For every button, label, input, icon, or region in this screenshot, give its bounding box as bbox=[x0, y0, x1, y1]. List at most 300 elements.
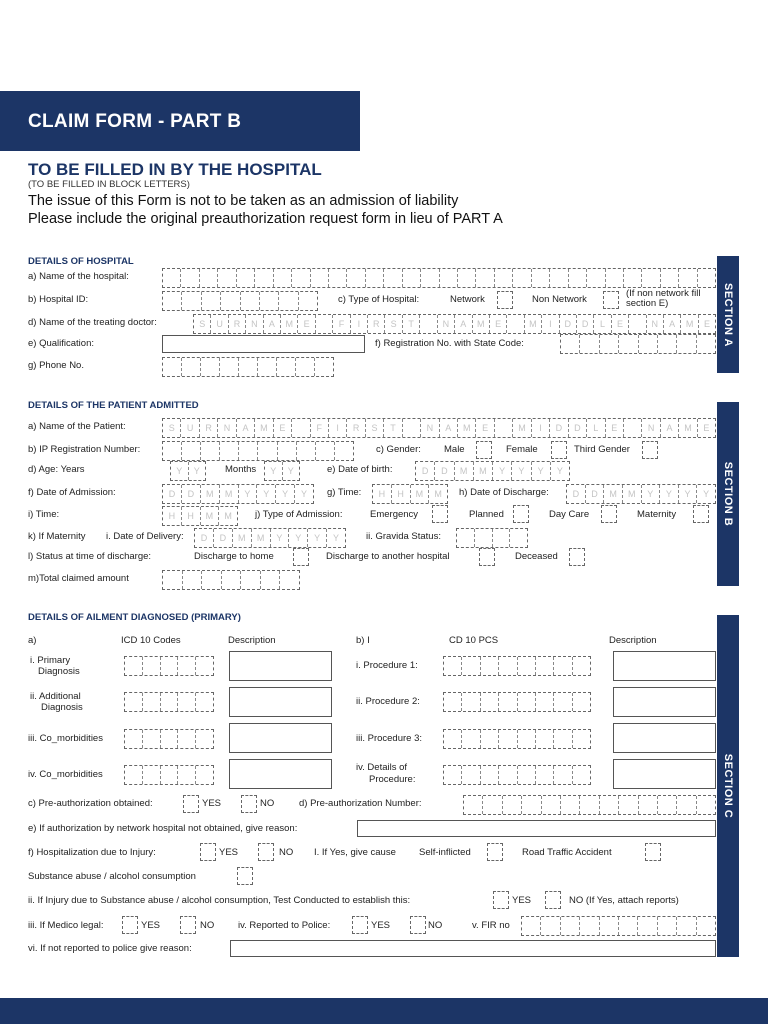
char-box[interactable]: Y bbox=[703, 489, 710, 499]
char-box[interactable] bbox=[196, 693, 213, 711]
registration-field[interactable] bbox=[560, 334, 716, 354]
medico-no-checkbox[interactable] bbox=[180, 916, 196, 934]
char-box[interactable]: Y bbox=[532, 462, 551, 480]
char-box[interactable] bbox=[481, 693, 499, 711]
char-box[interactable]: H bbox=[373, 485, 392, 503]
char-box[interactable] bbox=[677, 917, 696, 935]
char-box[interactable] bbox=[384, 269, 402, 287]
char-box[interactable] bbox=[163, 358, 182, 376]
char-box[interactable] bbox=[143, 766, 161, 784]
char-box[interactable] bbox=[278, 442, 297, 460]
char-box[interactable] bbox=[241, 571, 261, 589]
char-box[interactable] bbox=[476, 269, 494, 287]
char-box[interactable] bbox=[542, 796, 561, 814]
hospital-id-field[interactable] bbox=[162, 291, 318, 311]
char-box[interactable]: M bbox=[458, 419, 476, 437]
planned-checkbox[interactable] bbox=[513, 505, 529, 523]
char-box[interactable] bbox=[163, 442, 182, 460]
char-box[interactable] bbox=[220, 358, 239, 376]
char-box[interactable] bbox=[698, 269, 715, 287]
char-box[interactable]: A bbox=[661, 419, 679, 437]
auth-reason-input[interactable] bbox=[357, 820, 716, 837]
char-box[interactable] bbox=[260, 292, 279, 310]
char-box[interactable] bbox=[163, 292, 182, 310]
char-box[interactable] bbox=[329, 269, 347, 287]
char-box[interactable]: D bbox=[182, 485, 201, 503]
pcs-procedure-1-field[interactable] bbox=[443, 656, 591, 676]
ip-registration-field[interactable] bbox=[162, 441, 354, 461]
not-reported-reason-input[interactable] bbox=[230, 940, 716, 957]
char-box[interactable] bbox=[677, 335, 696, 353]
char-box[interactable] bbox=[311, 269, 329, 287]
char-box[interactable] bbox=[475, 529, 493, 547]
char-box[interactable] bbox=[161, 693, 179, 711]
char-box[interactable] bbox=[624, 269, 642, 287]
char-box[interactable] bbox=[196, 766, 213, 784]
female-checkbox[interactable] bbox=[551, 441, 567, 459]
char-box[interactable]: M bbox=[411, 485, 430, 503]
icd-comorbidities-iii-field[interactable] bbox=[124, 729, 214, 749]
char-box[interactable] bbox=[277, 358, 296, 376]
police-no-checkbox[interactable] bbox=[410, 916, 426, 934]
char-box[interactable] bbox=[258, 358, 277, 376]
char-box[interactable] bbox=[532, 269, 550, 287]
injury-no-checkbox[interactable] bbox=[258, 843, 274, 861]
char-box[interactable]: M bbox=[679, 419, 697, 437]
char-box[interactable]: M bbox=[513, 419, 531, 437]
char-box[interactable]: D bbox=[577, 315, 594, 333]
char-box[interactable]: R bbox=[200, 419, 218, 437]
char-box[interactable]: N bbox=[421, 419, 439, 437]
char-box[interactable] bbox=[420, 315, 437, 333]
char-box[interactable] bbox=[629, 315, 646, 333]
char-box[interactable] bbox=[573, 693, 590, 711]
char-box[interactable] bbox=[642, 269, 660, 287]
char-box[interactable] bbox=[457, 529, 475, 547]
preauth-yes-checkbox[interactable] bbox=[183, 795, 199, 813]
char-box[interactable] bbox=[444, 766, 462, 784]
patient-name-field[interactable] bbox=[162, 418, 716, 438]
medico-yes-checkbox[interactable] bbox=[122, 916, 138, 934]
char-box[interactable]: I bbox=[532, 419, 550, 437]
fir-number-field[interactable] bbox=[521, 916, 716, 936]
char-box[interactable]: D bbox=[550, 419, 568, 437]
char-box[interactable] bbox=[255, 269, 273, 287]
char-box[interactable] bbox=[541, 917, 560, 935]
char-box[interactable] bbox=[679, 269, 697, 287]
char-box[interactable]: M bbox=[623, 485, 642, 503]
non-network-checkbox[interactable] bbox=[603, 291, 619, 309]
char-box[interactable] bbox=[619, 917, 638, 935]
char-box[interactable] bbox=[182, 358, 201, 376]
char-box[interactable] bbox=[316, 442, 335, 460]
char-box[interactable]: D bbox=[567, 485, 586, 503]
char-box[interactable]: Y bbox=[512, 462, 531, 480]
char-box[interactable] bbox=[125, 730, 143, 748]
char-box[interactable]: Y bbox=[265, 462, 283, 480]
char-box[interactable] bbox=[183, 571, 203, 589]
char-box[interactable] bbox=[580, 917, 599, 935]
char-box[interactable]: Y bbox=[660, 485, 679, 503]
discharge-home-checkbox[interactable] bbox=[293, 548, 309, 566]
char-box[interactable]: M bbox=[525, 315, 542, 333]
preauth-number-field[interactable] bbox=[463, 795, 716, 815]
char-box[interactable] bbox=[481, 730, 499, 748]
char-box[interactable] bbox=[182, 292, 201, 310]
char-box[interactable] bbox=[462, 766, 480, 784]
pcs-procedure-3-field[interactable] bbox=[443, 729, 591, 749]
discharge-other-checkbox[interactable] bbox=[479, 548, 495, 566]
char-box[interactable] bbox=[279, 292, 298, 310]
char-box[interactable] bbox=[561, 917, 580, 935]
gravida-field[interactable] bbox=[456, 528, 528, 548]
char-box[interactable] bbox=[536, 766, 554, 784]
char-box[interactable] bbox=[639, 796, 658, 814]
char-box[interactable] bbox=[200, 269, 218, 287]
char-box[interactable] bbox=[536, 730, 554, 748]
char-box[interactable]: D bbox=[416, 462, 435, 480]
test-no-checkbox[interactable] bbox=[545, 891, 561, 909]
char-box[interactable] bbox=[421, 269, 439, 287]
char-box[interactable] bbox=[221, 292, 240, 310]
primary-description-input[interactable] bbox=[229, 651, 332, 681]
char-box[interactable] bbox=[181, 269, 199, 287]
char-box[interactable]: M bbox=[681, 315, 698, 333]
char-box[interactable]: N bbox=[438, 315, 455, 333]
qualification-input[interactable] bbox=[162, 335, 365, 353]
char-box[interactable] bbox=[220, 442, 239, 460]
total-claimed-field[interactable] bbox=[162, 570, 300, 590]
char-box[interactable]: A bbox=[264, 315, 281, 333]
char-box[interactable] bbox=[697, 917, 715, 935]
char-box[interactable]: T bbox=[384, 419, 402, 437]
char-box[interactable] bbox=[606, 269, 624, 287]
char-box[interactable]: E bbox=[476, 419, 494, 437]
char-box[interactable] bbox=[143, 730, 161, 748]
char-box[interactable] bbox=[462, 730, 480, 748]
char-box[interactable]: Y bbox=[239, 485, 258, 503]
char-box[interactable]: Y bbox=[289, 529, 308, 547]
char-box[interactable] bbox=[444, 693, 462, 711]
char-box[interactable] bbox=[292, 419, 310, 437]
day-care-checkbox[interactable] bbox=[601, 505, 617, 523]
char-box[interactable] bbox=[366, 269, 384, 287]
char-box[interactable]: Y bbox=[308, 529, 327, 547]
char-box[interactable]: S bbox=[366, 419, 384, 437]
char-box[interactable]: E bbox=[274, 419, 292, 437]
admission-time-field[interactable] bbox=[372, 484, 448, 504]
char-box[interactable] bbox=[196, 657, 213, 675]
char-box[interactable] bbox=[202, 292, 221, 310]
substance-checkbox[interactable] bbox=[237, 867, 253, 885]
char-box[interactable]: D bbox=[560, 315, 577, 333]
char-box[interactable]: F bbox=[311, 419, 329, 437]
char-box[interactable] bbox=[297, 442, 316, 460]
char-box[interactable] bbox=[554, 657, 572, 675]
char-box[interactable]: S bbox=[194, 315, 211, 333]
char-box[interactable]: M bbox=[474, 462, 493, 480]
char-box[interactable] bbox=[143, 693, 161, 711]
police-yes-checkbox[interactable] bbox=[352, 916, 368, 934]
char-box[interactable] bbox=[561, 796, 580, 814]
admission-date-field[interactable] bbox=[162, 484, 314, 504]
char-box[interactable]: N bbox=[218, 419, 236, 437]
char-box[interactable] bbox=[201, 358, 220, 376]
char-box[interactable] bbox=[600, 917, 619, 935]
char-box[interactable] bbox=[464, 796, 483, 814]
char-box[interactable] bbox=[161, 766, 179, 784]
char-box[interactable] bbox=[518, 766, 536, 784]
char-box[interactable] bbox=[202, 571, 222, 589]
char-box[interactable] bbox=[481, 766, 499, 784]
char-box[interactable] bbox=[495, 419, 513, 437]
char-box[interactable]: F bbox=[333, 315, 350, 333]
char-box[interactable]: H bbox=[182, 507, 201, 525]
char-box[interactable] bbox=[658, 917, 677, 935]
char-box[interactable]: A bbox=[455, 315, 472, 333]
char-box[interactable] bbox=[222, 571, 242, 589]
char-box[interactable] bbox=[522, 917, 541, 935]
char-box[interactable]: Y bbox=[493, 462, 512, 480]
char-box[interactable] bbox=[587, 269, 605, 287]
male-checkbox[interactable] bbox=[476, 441, 492, 459]
char-box[interactable] bbox=[218, 269, 236, 287]
char-box[interactable] bbox=[639, 335, 658, 353]
char-box[interactable] bbox=[518, 693, 536, 711]
self-inflicted-checkbox[interactable] bbox=[487, 843, 503, 861]
char-box[interactable]: T bbox=[403, 315, 420, 333]
char-box[interactable]: E bbox=[612, 315, 629, 333]
char-box[interactable] bbox=[638, 917, 657, 935]
char-box[interactable]: Y bbox=[276, 485, 295, 503]
char-box[interactable] bbox=[161, 730, 179, 748]
char-box[interactable]: N bbox=[647, 315, 664, 333]
char-box[interactable]: Y bbox=[257, 485, 276, 503]
icd-comorbidities-iv-field[interactable] bbox=[124, 765, 214, 785]
char-box[interactable]: U bbox=[181, 419, 199, 437]
char-box[interactable]: Y bbox=[301, 489, 308, 499]
deceased-checkbox[interactable] bbox=[569, 548, 585, 566]
char-box[interactable] bbox=[462, 657, 480, 675]
char-box[interactable]: M bbox=[220, 485, 239, 503]
char-box[interactable]: M bbox=[201, 485, 220, 503]
char-box[interactable] bbox=[554, 693, 572, 711]
comorbidities-iv-description-input[interactable] bbox=[229, 759, 332, 789]
char-box[interactable]: D bbox=[214, 529, 233, 547]
char-box[interactable] bbox=[507, 315, 524, 333]
char-box[interactable]: R bbox=[368, 315, 385, 333]
char-box[interactable] bbox=[550, 269, 568, 287]
char-box[interactable] bbox=[239, 442, 258, 460]
char-box[interactable]: D bbox=[569, 419, 587, 437]
char-box[interactable] bbox=[481, 657, 499, 675]
char-box[interactable] bbox=[518, 657, 536, 675]
char-box[interactable] bbox=[440, 269, 458, 287]
age-months-field[interactable] bbox=[264, 461, 300, 481]
char-box[interactable] bbox=[316, 315, 333, 333]
char-box[interactable] bbox=[163, 571, 183, 589]
char-box[interactable] bbox=[237, 269, 255, 287]
char-box[interactable]: D bbox=[195, 529, 214, 547]
char-box[interactable]: R bbox=[347, 419, 365, 437]
char-box[interactable] bbox=[143, 657, 161, 675]
char-box[interactable] bbox=[178, 693, 196, 711]
char-box[interactable] bbox=[274, 269, 292, 287]
char-box[interactable] bbox=[499, 730, 517, 748]
third-gender-checkbox[interactable] bbox=[642, 441, 658, 459]
char-box[interactable] bbox=[499, 657, 517, 675]
char-box[interactable]: N bbox=[642, 419, 660, 437]
char-box[interactable]: S bbox=[163, 419, 181, 437]
char-box[interactable]: A bbox=[440, 419, 458, 437]
char-box[interactable]: Y bbox=[642, 485, 661, 503]
char-box[interactable] bbox=[403, 419, 421, 437]
char-box[interactable] bbox=[554, 730, 572, 748]
char-box[interactable]: M bbox=[255, 419, 273, 437]
char-box[interactable] bbox=[658, 335, 677, 353]
char-box[interactable] bbox=[483, 796, 502, 814]
char-box[interactable] bbox=[335, 442, 353, 460]
char-box[interactable] bbox=[239, 358, 258, 376]
char-box[interactable] bbox=[161, 657, 179, 675]
char-box[interactable] bbox=[163, 269, 181, 287]
char-box[interactable] bbox=[658, 796, 677, 814]
additional-description-input[interactable] bbox=[229, 687, 332, 717]
char-box[interactable]: I bbox=[351, 315, 368, 333]
char-box[interactable] bbox=[258, 442, 277, 460]
char-box[interactable] bbox=[315, 358, 333, 376]
char-box[interactable]: M bbox=[201, 507, 220, 525]
char-box[interactable] bbox=[513, 269, 531, 287]
char-box[interactable]: Y bbox=[271, 529, 290, 547]
char-box[interactable]: M bbox=[281, 315, 298, 333]
char-box[interactable] bbox=[296, 358, 315, 376]
char-box[interactable]: M bbox=[224, 511, 232, 521]
char-box[interactable]: U bbox=[211, 315, 228, 333]
char-box[interactable] bbox=[580, 796, 599, 814]
char-box[interactable] bbox=[536, 693, 554, 711]
pcs-procedure-2-field[interactable] bbox=[443, 692, 591, 712]
char-box[interactable]: M bbox=[434, 489, 442, 499]
icd-primary-field[interactable] bbox=[124, 656, 214, 676]
maternity-checkbox[interactable] bbox=[693, 505, 709, 523]
char-box[interactable]: D bbox=[586, 485, 605, 503]
doctor-name-field[interactable] bbox=[193, 314, 716, 334]
char-box[interactable] bbox=[125, 693, 143, 711]
char-box[interactable]: E bbox=[298, 315, 315, 333]
char-box[interactable]: D bbox=[163, 485, 182, 503]
procedure-1-description-input[interactable] bbox=[613, 651, 716, 681]
icd-additional-field[interactable] bbox=[124, 692, 214, 712]
char-box[interactable]: S bbox=[385, 315, 402, 333]
char-box[interactable] bbox=[510, 529, 527, 547]
phone-field[interactable] bbox=[162, 357, 334, 377]
char-box[interactable] bbox=[458, 269, 476, 287]
char-box[interactable]: L bbox=[587, 419, 605, 437]
procedure-2-description-input[interactable] bbox=[613, 687, 716, 717]
char-box[interactable]: Y bbox=[556, 466, 563, 476]
char-box[interactable] bbox=[241, 292, 260, 310]
char-box[interactable]: N bbox=[246, 315, 263, 333]
char-box[interactable]: I bbox=[329, 419, 347, 437]
char-box[interactable]: R bbox=[229, 315, 246, 333]
char-box[interactable] bbox=[182, 442, 201, 460]
char-box[interactable]: H bbox=[163, 507, 182, 525]
char-box[interactable] bbox=[444, 657, 462, 675]
preauth-no-checkbox[interactable] bbox=[241, 795, 257, 813]
char-box[interactable]: E bbox=[703, 423, 710, 433]
char-box[interactable] bbox=[573, 657, 590, 675]
char-box[interactable]: E bbox=[703, 319, 710, 329]
char-box[interactable] bbox=[462, 693, 480, 711]
char-box[interactable] bbox=[499, 766, 517, 784]
char-box[interactable] bbox=[196, 730, 213, 748]
discharge-time-field[interactable] bbox=[162, 506, 238, 526]
char-box[interactable] bbox=[536, 657, 554, 675]
pcs-procedure-details-field[interactable] bbox=[443, 765, 591, 785]
comorbidities-iii-description-input[interactable] bbox=[229, 723, 332, 753]
char-box[interactable] bbox=[600, 796, 619, 814]
char-box[interactable]: E bbox=[490, 315, 507, 333]
char-box[interactable] bbox=[573, 766, 590, 784]
char-box[interactable] bbox=[125, 657, 143, 675]
char-box[interactable] bbox=[444, 730, 462, 748]
char-box[interactable] bbox=[495, 269, 513, 287]
char-box[interactable]: Y bbox=[171, 462, 189, 480]
dob-field[interactable] bbox=[415, 461, 570, 481]
procedure-details-description-input[interactable] bbox=[613, 759, 716, 789]
char-box[interactable]: Y bbox=[679, 485, 698, 503]
char-box[interactable] bbox=[201, 442, 220, 460]
char-box[interactable] bbox=[292, 269, 310, 287]
char-box[interactable] bbox=[697, 796, 715, 814]
char-box[interactable] bbox=[347, 269, 365, 287]
char-box[interactable] bbox=[503, 796, 522, 814]
char-box[interactable] bbox=[178, 766, 196, 784]
char-box[interactable]: A bbox=[237, 419, 255, 437]
discharge-date-field[interactable] bbox=[566, 484, 716, 504]
char-box[interactable] bbox=[561, 335, 580, 353]
char-box[interactable] bbox=[280, 571, 299, 589]
char-box[interactable] bbox=[403, 269, 421, 287]
char-box[interactable]: M bbox=[604, 485, 623, 503]
char-box[interactable] bbox=[178, 730, 196, 748]
char-box[interactable] bbox=[624, 419, 642, 437]
char-box[interactable]: Y bbox=[287, 466, 294, 476]
network-checkbox[interactable] bbox=[497, 291, 513, 309]
char-box[interactable]: Y bbox=[193, 466, 200, 476]
char-box[interactable] bbox=[518, 730, 536, 748]
char-box[interactable] bbox=[554, 766, 572, 784]
age-years-field[interactable] bbox=[170, 461, 206, 481]
char-box[interactable] bbox=[261, 571, 281, 589]
char-box[interactable] bbox=[677, 796, 696, 814]
char-box[interactable] bbox=[493, 529, 511, 547]
char-box[interactable]: M bbox=[455, 462, 474, 480]
char-box[interactable]: E bbox=[606, 419, 624, 437]
char-box[interactable] bbox=[299, 292, 317, 310]
char-box[interactable] bbox=[619, 335, 638, 353]
char-box[interactable] bbox=[499, 693, 517, 711]
road-traffic-checkbox[interactable] bbox=[645, 843, 661, 861]
delivery-date-field[interactable] bbox=[194, 528, 346, 548]
char-box[interactable]: M bbox=[473, 315, 490, 333]
char-box[interactable] bbox=[569, 269, 587, 287]
char-box[interactable]: M bbox=[233, 529, 252, 547]
char-box[interactable]: D bbox=[435, 462, 454, 480]
emergency-checkbox[interactable] bbox=[432, 505, 448, 523]
char-box[interactable] bbox=[661, 269, 679, 287]
